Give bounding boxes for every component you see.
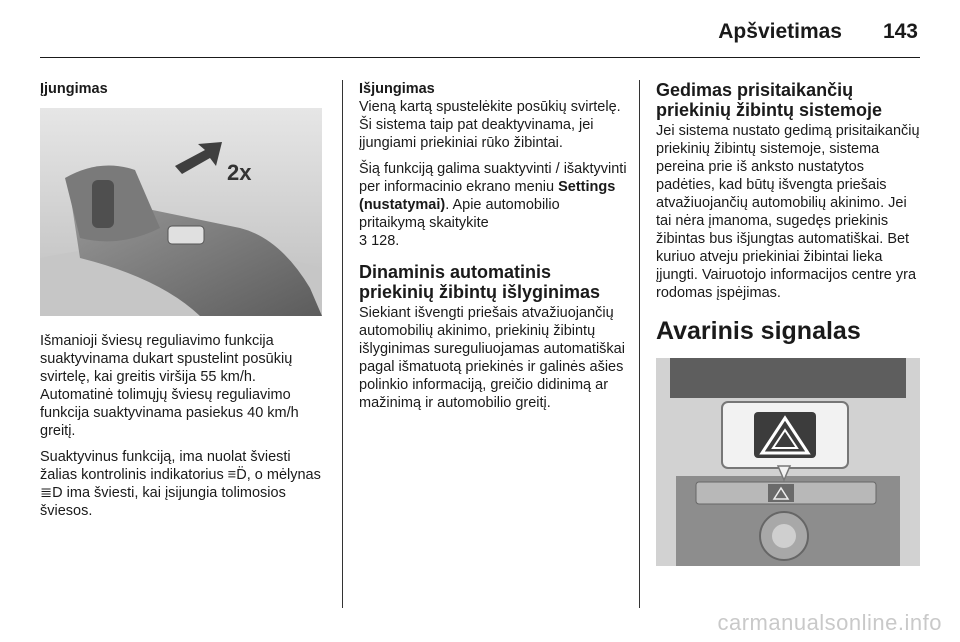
paragraph: Išmanioji šviesų reguliavimo funkcija suaktyvinama dukart spustelint posūkių svirtelę, kai greitis viršija 55 km/h. Automatinė tolimųjų šviesų reguliavimo funkcija suaktyvinama pasiekus 40 km/h greitį. <box>40 333 299 439</box>
paragraph: Suaktyvinus funkciją, ima nuolat šviesti žalias kontrolinis indikatorius ≡D̈, o mėlynas ≣D ima šviesti, kai įsijungia tolimosios šviesos. <box>40 449 321 519</box>
page-header <box>0 0 960 60</box>
running-header-title: Apšvietimas <box>718 20 842 43</box>
heading-dynamic-leveling: Dinaminis automatinis priekinių žibintų išlyginimas <box>359 262 601 302</box>
hazard-switch-illustration <box>656 358 920 566</box>
paragraph: Jei sistema nustato gedimą prisitaikančių priekinių žibintų sistemoje, sistema pereina prie iš anksto nustatytos padėties, kad būtų išvengta priešais atvažiuojančių automobilių akinimo. Jei tai nėra įmanoma, sugedęs priekinis žibintas bus išjungtas automatiškai. Bet kuriuo atveju priekiniai žibintai lieka įjungti. Vairuotojo informacijos centre yra rodomas įspėjimas. <box>656 123 920 301</box>
subheading-deactivation: Išjungimas <box>359 81 435 97</box>
heading-afl-fault: Gedimas prisitaikančių priekinių žibintų sistemoje <box>656 80 883 120</box>
hazard-switch-figure <box>656 358 920 566</box>
low-beam-assist-indicator-icon: ≡D̈ <box>227 467 247 483</box>
subheading-activation: Įjungimas <box>40 81 108 97</box>
column-divider <box>342 80 343 608</box>
page-reference: 3 128. <box>359 233 400 249</box>
column-3 <box>656 80 924 566</box>
figure-label: 2x <box>227 160 252 185</box>
watermark: carmanualsonline.info <box>717 610 942 635</box>
paragraph: Šią funkciją galima suaktyvinti / išaktyvinti per informacinio ekrano meniu Settings (nustatymai). Apie automobilio pritaikymą skaitykite 3 128. <box>359 161 627 249</box>
paragraph: Vieną kartą spustelėkite posūkių svirtelę. Ši sistema taip pat deaktyvinama, jei įjungiami priekiniai rūko žibintai. <box>359 99 621 151</box>
heading-hazard-warning: Avarinis signalas <box>656 317 861 345</box>
stalk-figure <box>40 108 322 316</box>
column-1 <box>40 80 328 528</box>
header-rule <box>40 57 920 58</box>
column-divider <box>639 80 640 608</box>
column-2 <box>359 80 627 420</box>
paragraph: Siekiant išvengti priešais atvažiuojančių automobilių akinimo, priekinių žibintų išlyginimas sureguliuojamas automatiškai pagal išmatuotą priekinės ir galinės ašies polinkio informaciją, greičio didinimą ar mažinimą ir automobilio greitį. <box>359 305 625 411</box>
high-beam-indicator-icon: ≣D <box>40 485 63 501</box>
menu-name: Settings (nustatymai) <box>359 179 616 213</box>
turn-signal-stalk-illustration <box>40 108 322 316</box>
page-number: 143 <box>882 20 918 43</box>
